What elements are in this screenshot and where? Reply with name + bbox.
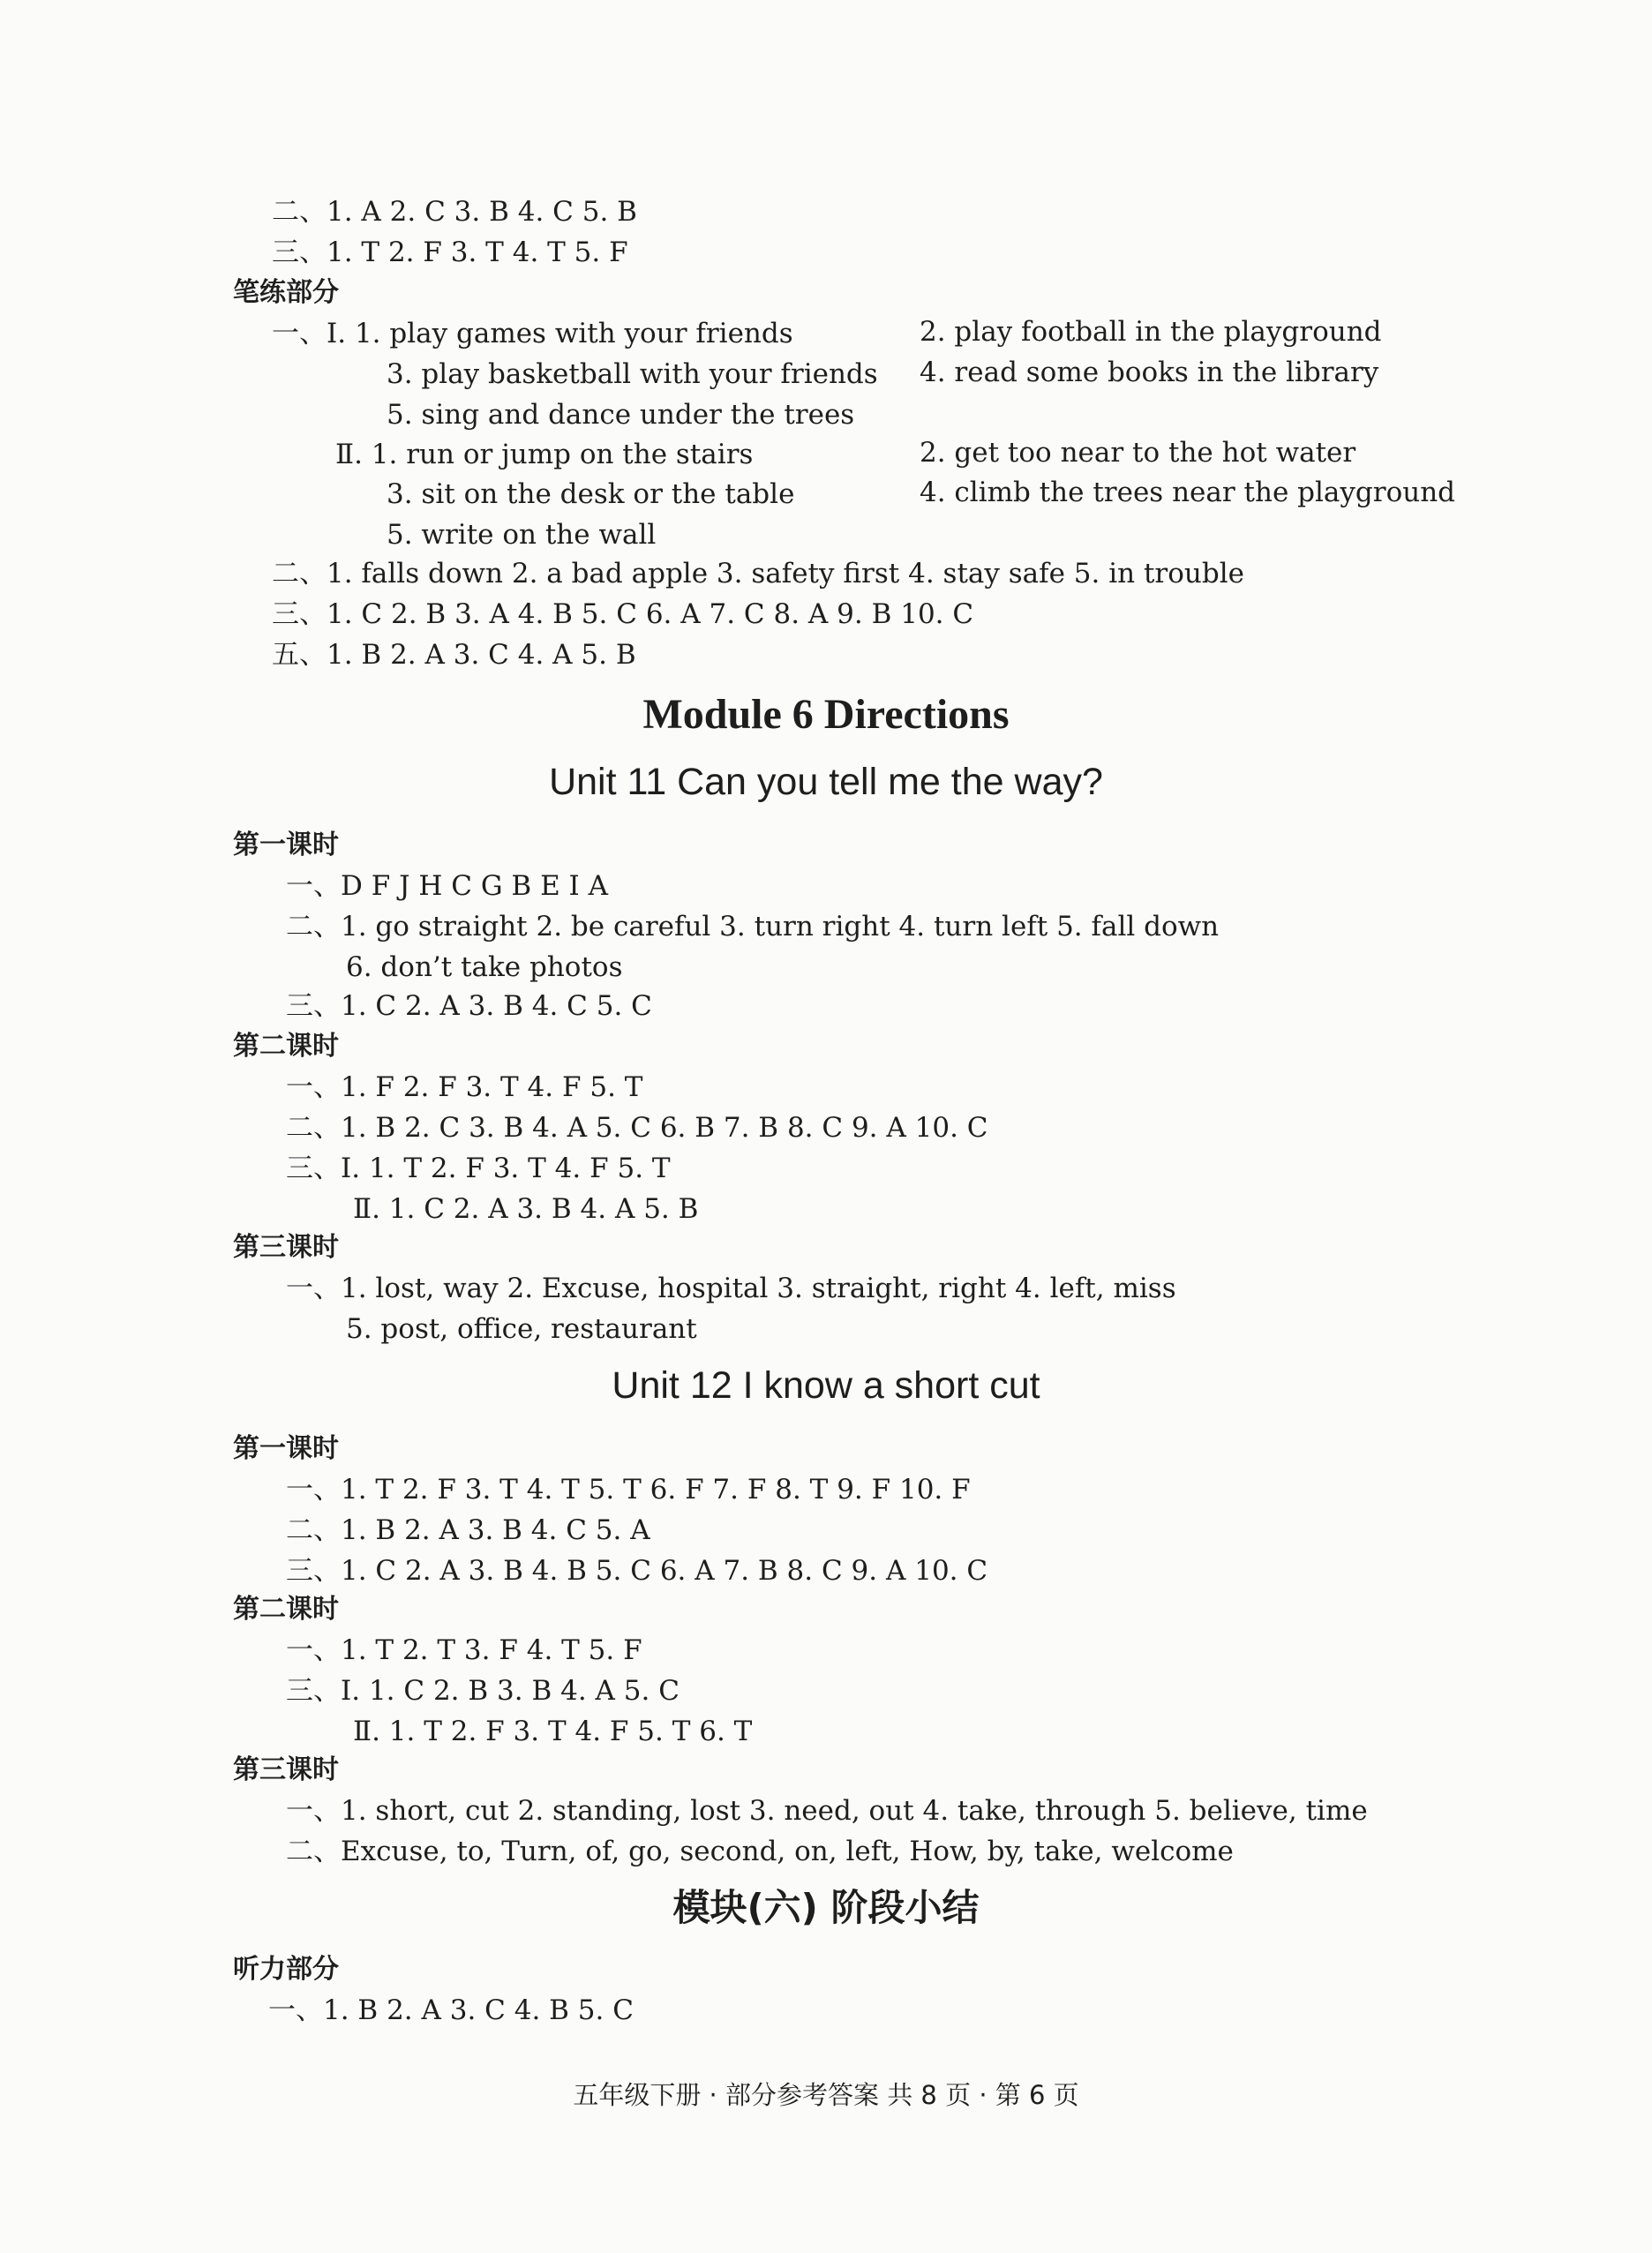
answer-line: 一、Ⅰ. 1. play games with your friends xyxy=(272,318,793,349)
lesson-header: 第三课时 xyxy=(233,1754,339,1785)
answer-line: 6. don’t take photos xyxy=(346,951,623,983)
answer-line: 二、Excuse, to, Turn, of, go, second, on, left, How, by, take, welcome xyxy=(286,1836,1234,1867)
summary-title: 模块(六) 阶段小结 xyxy=(672,1886,980,1929)
answer-line: 5. sing and dance under the trees xyxy=(387,399,855,431)
answer-line: 三、1. C 2. B 3. A 4. B 5. C 6. A 7. C 8. A 9. B 10. C xyxy=(272,598,974,630)
answer-line: 一、1. B 2. A 3. C 4. B 5. C xyxy=(268,1994,634,2026)
answer-line: 二、1. go straight 2. be careful 3. turn right 4. turn left 5. fall down xyxy=(286,911,1220,943)
answer-line: 二、1. B 2. A 3. B 4. C 5. A xyxy=(286,1514,650,1546)
answer-line: 3. sit on the desk or the table xyxy=(387,478,795,510)
answer-line: 一、1. T 2. T 3. F 4. T 5. F xyxy=(286,1634,642,1666)
section-header-writing: 笔练部分 xyxy=(233,277,339,308)
answer-line: Ⅱ. 1. C 2. A 3. B 4. A 5. B xyxy=(353,1193,699,1225)
answer-line: 三、Ⅰ. 1. C 2. B 3. B 4. A 5. C xyxy=(286,1675,680,1707)
section-header-listening: 听力部分 xyxy=(233,1954,339,1985)
answer-line: 三、1. C 2. A 3. B 4. C 5. C xyxy=(286,990,652,1022)
lesson-header: 第一课时 xyxy=(233,830,339,860)
answer-line: 2. get too near to the hot water xyxy=(920,437,1356,469)
answer-line: 2. play football in the playground xyxy=(920,316,1382,348)
unit-11-title: Unit 11 Can you tell me the way? xyxy=(549,761,1103,803)
answer-line: 一、1. short, cut 2. standing, lost 3. need, out 4. take, through 5. believe, time xyxy=(286,1795,1368,1827)
answer-line: 一、1. T 2. F 3. T 4. T 5. T 6. F 7. F 8. T 9. F 10. F xyxy=(286,1474,971,1506)
answer-line: Ⅱ. 1. run or jump on the stairs xyxy=(335,439,754,470)
answer-line: 5. write on the wall xyxy=(387,519,657,551)
answer-line: 一、1. lost, way 2. Excuse, hospital 3. straight, right 4. left, miss xyxy=(286,1273,1176,1304)
lesson-header: 第三课时 xyxy=(233,1232,339,1263)
page-footer: 五年级下册 · 部分参考答案 共 8 页 · 第 6 页 xyxy=(573,2080,1079,2110)
lesson-header: 第一课时 xyxy=(233,1433,339,1464)
answer-line: 3. play basketball with your friends xyxy=(387,358,878,390)
unit-12-title: Unit 12 I know a short cut xyxy=(612,1364,1040,1407)
answer-line: Ⅱ. 1. T 2. F 3. T 4. F 5. T 6. T xyxy=(353,1716,753,1747)
answer-line: 5. post, office, restaurant xyxy=(346,1313,697,1345)
answer-line-3: 三、1. T 2. F 3. T 4. T 5. F xyxy=(272,237,628,268)
answer-line: 三、Ⅰ. 1. T 2. F 3. T 4. F 5. T xyxy=(286,1153,671,1184)
module-title: Module 6 Directions xyxy=(642,691,1010,738)
answer-line: 三、1. C 2. A 3. B 4. B 5. C 6. A 7. B 8. C 9. A 10. C xyxy=(286,1555,988,1587)
answer-line-2: 二、1. A 2. C 3. B 4. C 5. B xyxy=(272,196,637,228)
lesson-header: 第二课时 xyxy=(233,1031,339,1062)
answer-line: 二、1. B 2. C 3. B 4. A 5. C 6. B 7. B 8. C 9. A 10. C xyxy=(286,1112,988,1144)
answer-line: 五、1. B 2. A 3. C 4. A 5. B xyxy=(272,639,636,671)
answer-line: 一、1. F 2. F 3. T 4. F 5. T xyxy=(286,1071,643,1103)
answer-line: 二、1. falls down 2. a bad apple 3. safety first 4. stay safe 5. in trouble xyxy=(272,558,1244,590)
answer-line: 4. climb the trees near the playground xyxy=(920,477,1456,508)
lesson-header: 第二课时 xyxy=(233,1594,339,1625)
answer-line: 4. read some books in the library xyxy=(920,357,1379,388)
answer-line: 一、D F J H C G B E I A xyxy=(286,870,609,902)
